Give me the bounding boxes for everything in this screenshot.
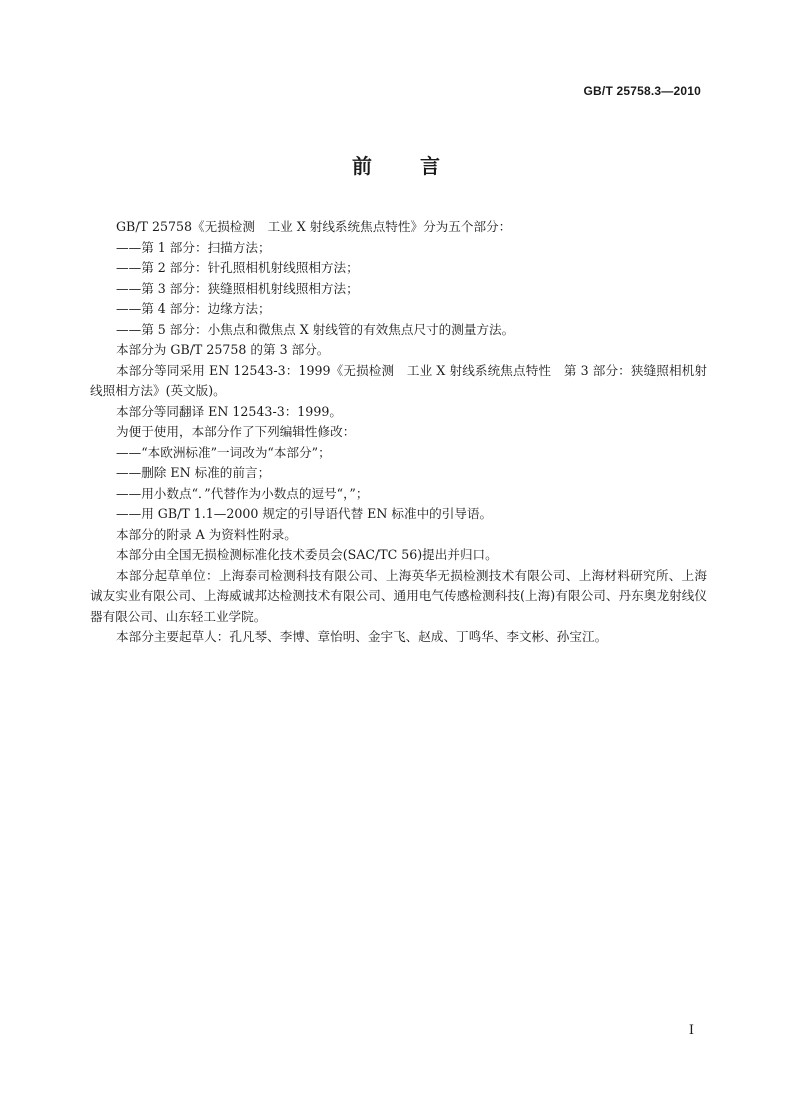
paragraph: 本部分等同翻译 EN 12543-3：1999。 (116, 403, 342, 419)
page-title: 前言 (352, 154, 488, 178)
list-item: ——第 5 部分：小焦点和微焦点 X 射线管的有效焦点尺寸的测量方法。 (116, 321, 515, 337)
paragraph: 本部分的附录 A 为资料性附录。 (116, 526, 297, 542)
list-item: ——第 1 部分：扫描方法； (116, 239, 271, 255)
paragraph: 本部分为 GB/T 25758 的第 3 部分。 (116, 342, 330, 357)
paragraph: 本部分主要起草人：孔凡琴、李博、章怡明、金宇飞、赵成、丁鸣华、李文彬、孙宝江。 (116, 629, 608, 644)
paragraph: 为便于使用，本部分作了下列编辑性修改： (116, 424, 356, 439)
list-item: ——第 3 部分：狭缝照相机射线照相方法； (116, 280, 359, 296)
list-item: ——用 GB/T 1.1—2000 规定的引导语代替 EN 标准中的引导语。 (116, 506, 493, 521)
list-item: ——“本欧洲标准”一词改为“本部分”； (116, 444, 331, 460)
foreword-body (90, 217, 707, 648)
page-number: I (688, 1023, 694, 1038)
paragraph: GB/T 25758《无损检测 工业 X 射线系统焦点特性》分为五个部分： (116, 219, 512, 234)
standard-code: GB/T 25758.3—2010 (583, 84, 701, 98)
list-item: ——第 2 部分：针孔照相机射线照相方法； (116, 260, 359, 275)
list-item: ——第 4 部分：边缘方法； (116, 301, 271, 316)
paragraph: 本部分等同采用 EN 12543-3：1999《无损检测 工业 X 射线系统焦点特性 第 3 部分：狭缝照相机射线照相方法》(英文版)。 (90, 362, 707, 398)
paragraph: 本部分由全国无损检测标准化技术委员会(SAC/TC 56)提出并归口。 (116, 547, 498, 562)
list-item: ——用小数点“．”代替作为小数点的逗号“，”； (116, 485, 369, 501)
list-item: ——删除 EN 标准的前言； (116, 465, 271, 480)
paragraph: 本部分起草单位：上海泰司检测科技有限公司、上海英华无损检测技术有限公司、上海材料研究所、上海诚友实业有限公司、上海威诚邦达检测技术有限公司、通用电气传感检测科技(上海)有限公司、丹东奥龙射线仪器有限公司、山东轻工业学院。 (90, 567, 707, 624)
